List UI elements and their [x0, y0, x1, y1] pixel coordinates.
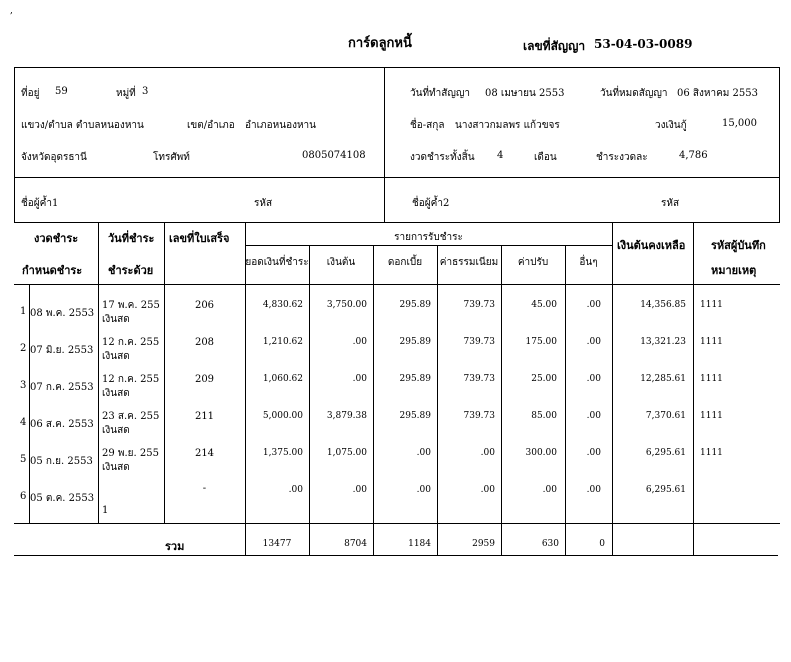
province: จังหวัดอุดรธานี [21, 152, 87, 163]
col-line-4 [309, 245, 310, 555]
cell-other: .00 [586, 374, 601, 384]
cell-principal: .00 [352, 337, 367, 347]
cell-other: .00 [586, 337, 601, 347]
moo-label: หมู่ที่ [116, 88, 136, 99]
cell-method: 1 [102, 505, 109, 516]
th-paid-date: วันที่ชำระ [108, 232, 155, 245]
totals-bottom-line [14, 555, 778, 556]
cell-no: 1 [20, 306, 27, 317]
th-remark: หมายเหตุ [711, 264, 757, 277]
th-other: อื่นๆ [579, 257, 598, 268]
col-line-10 [693, 222, 694, 555]
cell-amount: 1,375.00 [262, 448, 303, 458]
header-subline [245, 245, 612, 246]
cell-fine: 25.00 [531, 374, 557, 384]
col-line-3 [245, 222, 246, 555]
totals-top-line [14, 523, 780, 524]
col-line-8 [565, 245, 566, 555]
header-bottom-line [14, 284, 780, 285]
loan-label: วงเงินกู้ [655, 120, 687, 131]
th-recorder: รหัสผู้บันทึก [711, 239, 766, 252]
page-title: การ์ดลูกหนี้ [348, 36, 412, 51]
cell-other: .00 [586, 300, 601, 310]
total-fine: 630 [541, 539, 559, 549]
cell-amount: 1,210.62 [262, 337, 303, 347]
cell-paid-date: 12 ก.ค. 255 [102, 337, 160, 348]
cell-interest: .00 [416, 485, 431, 495]
total-amount: 13477 [262, 539, 292, 549]
cell-no: 3 [20, 380, 27, 391]
th-principal: เงินต้น [326, 257, 356, 268]
subdistrict: แขวง/ตำบล ตำบลหนองหาน [21, 120, 144, 131]
cell-amount: 1,060.62 [262, 374, 303, 384]
cell-fee: 739.73 [463, 337, 495, 347]
col-line-9 [612, 222, 613, 555]
cell-due-date: 05 ก.ย. 2553 [30, 456, 93, 467]
cell-due-date: 07 มิ.ย. 2553 [30, 345, 94, 356]
loan-amount: 15,000 [722, 118, 757, 129]
cell-fee: 739.73 [463, 300, 495, 310]
col-line-6 [437, 245, 438, 555]
cell-due-date: 05 ต.ค. 2553 [30, 493, 95, 504]
cell-balance: 7,370.61 [645, 411, 686, 421]
cell-interest: 295.89 [399, 300, 431, 310]
total-interest: 1184 [408, 539, 431, 549]
cell-principal: 3,750.00 [326, 300, 367, 310]
phone-value: 0805074108 [302, 150, 366, 161]
cell-method: เงินสด [102, 388, 130, 399]
th-fine: ค่าปรับ [517, 257, 549, 268]
address-no: 59 [55, 86, 68, 97]
totals-label: รวม [165, 540, 185, 553]
cell-method: เงินสด [102, 351, 130, 362]
cell-no: 4 [20, 417, 27, 428]
per-installment-value: 4,786 [679, 150, 708, 161]
cell-paid-date: 29 พ.ย. 255 [102, 448, 159, 459]
col-line-5 [373, 245, 374, 555]
cell-amount: 4,830.62 [262, 300, 303, 310]
customer-name: นางสาวกมลพร แก้วขจร [455, 120, 560, 131]
col-line-7 [501, 245, 502, 555]
corner-mark: , [10, 6, 13, 16]
cell-paid-date: 12 ก.ค. 255 [102, 374, 160, 385]
district-value: อำเภอหนองหาน [245, 120, 316, 131]
phone-label: โทรศัพท์ [153, 152, 190, 163]
installments-label: งวดชำระทั้งสิ้น [410, 152, 475, 163]
col-line-1 [98, 222, 99, 523]
th-due-date: กำหนดชำระ [22, 264, 83, 277]
cell-other: .00 [586, 411, 601, 421]
cell-recorder: 1111 [700, 448, 723, 458]
cell-fine: .00 [542, 485, 557, 495]
cell-no: 6 [20, 491, 27, 502]
cell-interest: 295.89 [399, 337, 431, 347]
cell-amount: .00 [288, 485, 303, 495]
end-date-label: วันที่หมดสัญญา [600, 88, 668, 99]
info-box-bottom [14, 222, 780, 223]
total-principal: 8704 [344, 539, 367, 549]
info-box-divider [384, 67, 385, 222]
cell-receipt: 208 [194, 337, 215, 348]
address-label: ที่อยู่ [21, 88, 40, 99]
cell-balance: 13,321.23 [640, 337, 686, 347]
cell-fee: 739.73 [463, 374, 495, 384]
cell-fee: .00 [480, 448, 495, 458]
info-box-top [14, 67, 780, 68]
info-box-left [14, 67, 15, 222]
cell-recorder: 1111 [700, 300, 723, 310]
info-box-mid [14, 177, 780, 178]
cell-fee: .00 [480, 485, 495, 495]
guarantor1-label: ชื่อผู้ค้ำ1 [21, 198, 59, 209]
cell-receipt: 206 [194, 300, 215, 311]
guarantor1-code-label: รหัส [254, 198, 273, 209]
installments-value: 4 [497, 150, 504, 161]
cell-balance: 6,295.61 [645, 448, 686, 458]
cell-no: 2 [20, 343, 27, 354]
cell-receipt: 211 [194, 411, 215, 422]
cell-receipt: 214 [194, 448, 215, 459]
cell-paid-date: 23 ส.ค. 255 [102, 411, 160, 422]
moo-value: 3 [142, 86, 149, 97]
info-box-right [779, 67, 780, 222]
cell-interest: .00 [416, 448, 431, 458]
th-paid-by: ชำระด้วย [108, 264, 154, 277]
guarantor2-label: ชื่อผู้ค้ำ2 [412, 198, 450, 209]
contract-no: 53-04-03-0089 [594, 37, 693, 51]
cell-recorder: 1111 [700, 374, 723, 384]
cell-amount: 5,000.00 [262, 411, 303, 421]
cell-principal: 3,879.38 [326, 411, 367, 421]
total-fee: 2959 [472, 539, 495, 549]
cell-due-date: 07 ก.ค. 2553 [30, 382, 94, 393]
contract-no-label: เลขที่สัญญา [523, 39, 586, 53]
cell-due-date: 06 ส.ค. 2553 [30, 419, 94, 430]
cell-paid-date: 17 พ.ค. 255 [102, 300, 160, 311]
cell-balance: 14,356.85 [640, 300, 686, 310]
th-payment-items: รายการรับชำระ [394, 232, 463, 243]
cell-balance: 12,285.61 [640, 374, 686, 384]
cell-method: เงินสด [102, 314, 130, 325]
cell-balance: 6,295.61 [645, 485, 686, 495]
cell-interest: 295.89 [399, 374, 431, 384]
th-fee: ค่าธรรมเนียม [439, 257, 499, 268]
cell-receipt: 209 [194, 374, 215, 385]
cell-recorder: 1111 [700, 337, 723, 347]
col-line-2 [164, 222, 165, 523]
end-date: 06 สิงหาคม 2553 [677, 88, 759, 99]
cell-receipt: - [202, 483, 207, 494]
th-amount: ยอดเงินที่ชำระ [245, 257, 309, 268]
cell-principal: 1,075.00 [326, 448, 367, 458]
cell-fine: 175.00 [525, 337, 557, 347]
guarantor2-code-label: รหัส [661, 198, 680, 209]
th-balance: เงินต้นคงเหลือ [617, 239, 686, 252]
months-label: เดือน [534, 152, 557, 163]
cell-principal: .00 [352, 485, 367, 495]
cell-other: .00 [586, 448, 601, 458]
cell-fine: 85.00 [531, 411, 557, 421]
district-label: เขต/อำเภอ [187, 120, 235, 131]
cell-method: เงินสด [102, 462, 130, 473]
cell-due-date: 08 พ.ค. 2553 [30, 308, 95, 319]
per-installment-label: ชำระงวดละ [596, 152, 648, 163]
cell-principal: .00 [352, 374, 367, 384]
cell-method: เงินสด [102, 425, 130, 436]
total-other: 0 [599, 539, 605, 549]
cell-other: .00 [586, 485, 601, 495]
cell-no: 5 [20, 454, 27, 465]
name-label: ชื่อ-สกุล [410, 120, 445, 131]
th-interest: ดอกเบี้ย [387, 257, 423, 268]
contract-date: 08 เมษายน 2553 [485, 88, 565, 99]
contract-date-label: วันที่ทำสัญญา [410, 88, 471, 99]
th-due-installment: งวดชำระ [34, 232, 79, 245]
cell-fine: 300.00 [525, 448, 557, 458]
cell-fine: 45.00 [531, 300, 557, 310]
cell-recorder: 1111 [700, 411, 723, 421]
cell-fee: 739.73 [463, 411, 495, 421]
th-receipt-no: เลขที่ใบเสร็จ [169, 232, 230, 245]
cell-interest: 295.89 [399, 411, 431, 421]
